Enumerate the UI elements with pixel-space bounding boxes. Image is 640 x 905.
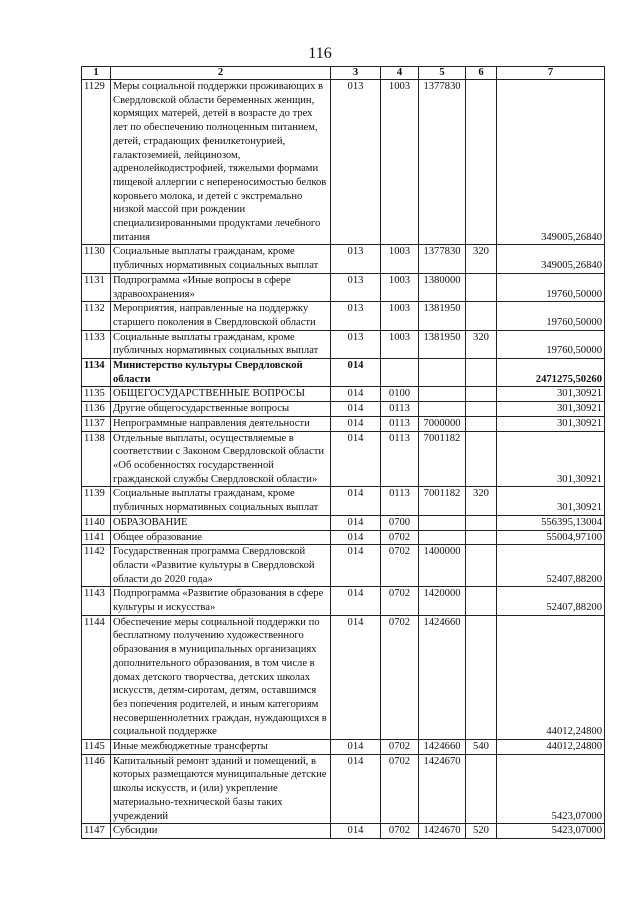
table-row <box>82 824 605 839</box>
table-row <box>82 359 605 387</box>
amount-cell: 52407,88200 <box>497 587 605 615</box>
section-code-cell: 0700 <box>381 515 419 530</box>
table-row <box>82 515 605 530</box>
row-number-cell: 1131 <box>82 273 111 301</box>
ministry-code-cell: 014 <box>331 587 381 615</box>
column-header: 4 <box>381 67 419 80</box>
expense-type-cell <box>466 273 497 301</box>
target-code-cell: 1400000 <box>419 545 466 587</box>
table-row <box>82 273 605 301</box>
amount-cell: 556395,13004 <box>497 515 605 530</box>
section-code-cell: 0702 <box>381 545 419 587</box>
target-code-cell: 1381950 <box>419 302 466 330</box>
section-code-cell: 1003 <box>381 330 419 358</box>
row-number-cell: 1136 <box>82 402 111 417</box>
column-header: 7 <box>497 67 605 80</box>
section-code-cell: 0113 <box>381 487 419 515</box>
table-row <box>82 740 605 755</box>
target-code-cell: 1424660 <box>419 615 466 739</box>
column-header: 2 <box>111 67 331 80</box>
ministry-code-cell: 014 <box>331 740 381 755</box>
amount-cell: 19760,50000 <box>497 273 605 301</box>
expense-type-cell <box>466 80 497 245</box>
column-header: 6 <box>466 67 497 80</box>
table-row <box>82 80 605 245</box>
row-number-cell: 1146 <box>82 754 111 824</box>
ministry-code-cell: 014 <box>331 359 381 387</box>
expense-type-cell <box>466 402 497 417</box>
amount-cell: 5423,07000 <box>497 824 605 839</box>
ministry-code-cell: 014 <box>331 431 381 487</box>
section-code-cell: 0113 <box>381 431 419 487</box>
row-name-cell: ОБРАЗОВАНИЕ <box>111 515 331 530</box>
amount-cell: 44012,24800 <box>497 740 605 755</box>
expense-type-cell <box>466 615 497 739</box>
table-header-row <box>82 67 605 80</box>
section-code-cell: 0113 <box>381 402 419 417</box>
row-name-cell: Иные межбюджетные трансферты <box>111 740 331 755</box>
row-name-cell: Социальные выплаты гражданам, кроме публичных нормативных социальных выплат <box>111 487 331 515</box>
section-code-cell: 0702 <box>381 530 419 545</box>
row-name-cell: Министерство культуры Свердловской области <box>111 359 331 387</box>
row-name-cell: Мероприятия, направленные на поддержку старшего поколения в Свердловской области <box>111 302 331 330</box>
table-row <box>82 754 605 824</box>
section-code-cell: 1003 <box>381 245 419 273</box>
row-name-cell: Непрограммные направления деятельности <box>111 416 331 431</box>
ministry-code-cell: 014 <box>331 545 381 587</box>
table-row <box>82 245 605 273</box>
target-code-cell: 1377830 <box>419 80 466 245</box>
amount-cell: 55004,97100 <box>497 530 605 545</box>
row-name-cell: Подпрограмма «Развитие образования в сфере культуры и искусства» <box>111 587 331 615</box>
section-code-cell: 0702 <box>381 615 419 739</box>
target-code-cell: 7000000 <box>419 416 466 431</box>
amount-cell: 349005,26840 <box>497 80 605 245</box>
table-row <box>82 387 605 402</box>
target-code-cell: 1424670 <box>419 824 466 839</box>
ministry-code-cell: 014 <box>331 754 381 824</box>
table-row <box>82 487 605 515</box>
expense-type-cell <box>466 754 497 824</box>
amount-cell: 19760,50000 <box>497 330 605 358</box>
target-code-cell: 1377830 <box>419 245 466 273</box>
row-name-cell: Социальные выплаты гражданам, кроме публичных нормативных социальных выплат <box>111 245 331 273</box>
amount-cell: 5423,07000 <box>497 754 605 824</box>
amount-cell: 52407,88200 <box>497 545 605 587</box>
table-row <box>82 302 605 330</box>
row-number-cell: 1139 <box>82 487 111 515</box>
row-name-cell: Капитальный ремонт зданий и помещений, в которых размещаются муниципальные детские школы искусств, и (или) укрепление материально-технической базы таких учреждений <box>111 754 331 824</box>
section-code-cell: 0702 <box>381 824 419 839</box>
target-code-cell <box>419 387 466 402</box>
row-name-cell: Подпрограмма «Иные вопросы в сфере здравоохранения» <box>111 273 331 301</box>
table-row <box>82 431 605 487</box>
ministry-code-cell: 013 <box>331 302 381 330</box>
amount-cell: 19760,50000 <box>497 302 605 330</box>
target-code-cell: 1420000 <box>419 587 466 615</box>
target-code-cell: 7001182 <box>419 431 466 487</box>
row-number-cell: 1137 <box>82 416 111 431</box>
column-header: 5 <box>419 67 466 80</box>
expense-type-cell: 320 <box>466 245 497 273</box>
row-name-cell: Меры социальной поддержки проживающих в Свердловской области беременных женщин, кормящих матерей, детей в возрасте до трех лет по обеспечению полноценным питанием, детей, страдающих фенилкетонурией, галактоземией, лейцинозом, адренолейкодистрофией, тяжелыми формами пищевой аллергии с непереносимостью белков коровьего молока, и детей с экстремально низкой массой при рождении специализированными продуктами лечебного питания <box>111 80 331 245</box>
row-number-cell: 1144 <box>82 615 111 739</box>
target-code-cell: 1424670 <box>419 754 466 824</box>
row-number-cell: 1132 <box>82 302 111 330</box>
section-code-cell <box>381 359 419 387</box>
row-name-cell: ОБЩЕГОСУДАРСТВЕННЫЕ ВОПРОСЫ <box>111 387 331 402</box>
expense-type-cell: 320 <box>466 487 497 515</box>
target-code-cell: 1380000 <box>419 273 466 301</box>
table-row <box>82 530 605 545</box>
row-number-cell: 1133 <box>82 330 111 358</box>
budget-table <box>81 66 605 839</box>
row-name-cell: Государственная программа Свердловской области «Развитие культуры в Свердловской области до 2020 года» <box>111 545 331 587</box>
ministry-code-cell: 013 <box>331 330 381 358</box>
amount-cell: 301,30921 <box>497 431 605 487</box>
expense-type-cell: 540 <box>466 740 497 755</box>
ministry-code-cell: 014 <box>331 515 381 530</box>
section-code-cell: 0702 <box>381 740 419 755</box>
target-code-cell <box>419 359 466 387</box>
table-row <box>82 402 605 417</box>
ministry-code-cell: 014 <box>331 487 381 515</box>
row-number-cell: 1141 <box>82 530 111 545</box>
row-name-cell: Общее образование <box>111 530 331 545</box>
target-code-cell: 7001182 <box>419 487 466 515</box>
expense-type-cell: 520 <box>466 824 497 839</box>
amount-cell: 44012,24800 <box>497 615 605 739</box>
row-name-cell: Субсидии <box>111 824 331 839</box>
target-code-cell <box>419 515 466 530</box>
amount-cell: 301,30921 <box>497 416 605 431</box>
section-code-cell: 0702 <box>381 754 419 824</box>
row-number-cell: 1140 <box>82 515 111 530</box>
expense-type-cell <box>466 387 497 402</box>
table-row <box>82 545 605 587</box>
section-code-cell: 0113 <box>381 416 419 431</box>
column-header: 3 <box>331 67 381 80</box>
ministry-code-cell: 014 <box>331 402 381 417</box>
ministry-code-cell: 014 <box>331 615 381 739</box>
section-code-cell: 1003 <box>381 302 419 330</box>
column-header: 1 <box>82 67 111 80</box>
section-code-cell: 0702 <box>381 587 419 615</box>
row-number-cell: 1138 <box>82 431 111 487</box>
ministry-code-cell: 014 <box>331 824 381 839</box>
table-row <box>82 330 605 358</box>
row-number-cell: 1129 <box>82 80 111 245</box>
table-row <box>82 416 605 431</box>
amount-cell: 301,30921 <box>497 487 605 515</box>
amount-cell: 2471275,50260 <box>497 359 605 387</box>
amount-cell: 349005,26840 <box>497 245 605 273</box>
expense-type-cell <box>466 515 497 530</box>
row-number-cell: 1142 <box>82 545 111 587</box>
expense-type-cell <box>466 530 497 545</box>
expense-type-cell: 320 <box>466 330 497 358</box>
ministry-code-cell: 014 <box>331 530 381 545</box>
row-name-cell: Отдельные выплаты, осуществляемые в соответствии с Законом Свердловской области «Об особенностях государственной гражданской службы Свердловской области» <box>111 431 331 487</box>
section-code-cell: 0100 <box>381 387 419 402</box>
target-code-cell <box>419 530 466 545</box>
section-code-cell: 1003 <box>381 273 419 301</box>
target-code-cell: 1424660 <box>419 740 466 755</box>
row-number-cell: 1130 <box>82 245 111 273</box>
row-name-cell: Другие общегосударственные вопросы <box>111 402 331 417</box>
table-row <box>82 615 605 739</box>
row-number-cell: 1147 <box>82 824 111 839</box>
ministry-code-cell: 013 <box>331 245 381 273</box>
page-number: 116 <box>308 45 332 62</box>
row-number-cell: 1135 <box>82 387 111 402</box>
row-name-cell: Социальные выплаты гражданам, кроме публичных нормативных социальных выплат <box>111 330 331 358</box>
expense-type-cell <box>466 416 497 431</box>
ministry-code-cell: 013 <box>331 80 381 245</box>
expense-type-cell <box>466 431 497 487</box>
amount-cell: 301,30921 <box>497 387 605 402</box>
expense-type-cell <box>466 545 497 587</box>
expense-type-cell <box>466 302 497 330</box>
ministry-code-cell: 014 <box>331 416 381 431</box>
amount-cell: 301,30921 <box>497 402 605 417</box>
table-row <box>82 587 605 615</box>
expense-type-cell <box>466 587 497 615</box>
row-name-cell: Обеспечение меры социальной поддержки по бесплатному получению художественного образования в муниципальных организациях дополнительного образования, в том числе в домах детского творчества, детских школах искусств, детям-сиротам, детям, оставшимся без попечения родителей, и иным категориям несовершеннолетних граждан, нуждающихся в социальной поддержке <box>111 615 331 739</box>
row-number-cell: 1134 <box>82 359 111 387</box>
ministry-code-cell: 014 <box>331 387 381 402</box>
target-code-cell: 1381950 <box>419 330 466 358</box>
row-number-cell: 1145 <box>82 740 111 755</box>
ministry-code-cell: 013 <box>331 273 381 301</box>
row-number-cell: 1143 <box>82 587 111 615</box>
expense-type-cell <box>466 359 497 387</box>
section-code-cell: 1003 <box>381 80 419 245</box>
target-code-cell <box>419 402 466 417</box>
